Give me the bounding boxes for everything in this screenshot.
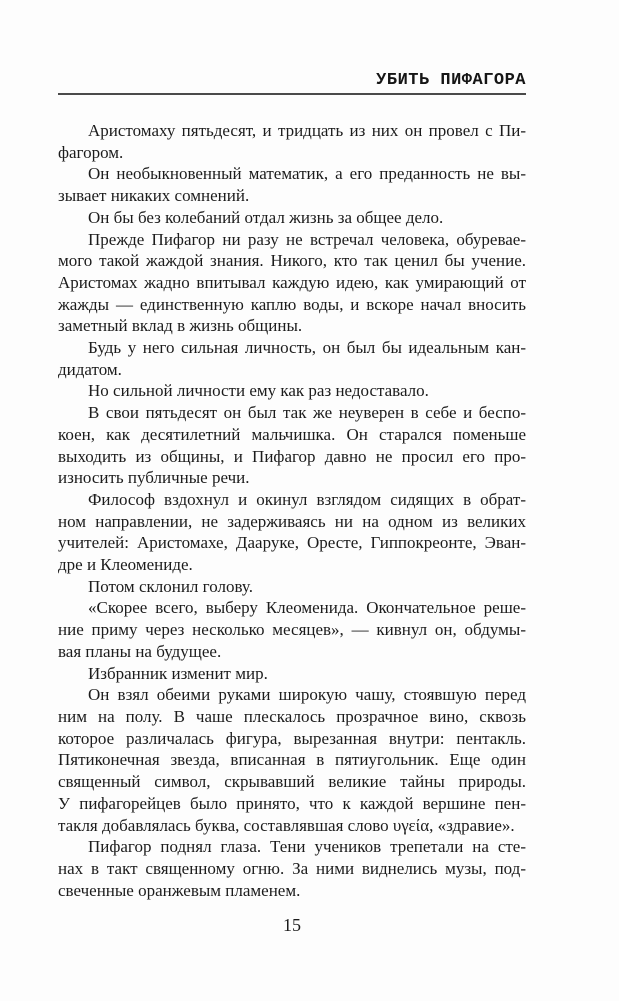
text-line: вая планы на будущее. [58, 641, 222, 661]
text-line: учителей: Аристомахе, Дааруке, Оресте, Гиппокреонте, Эван- [58, 533, 526, 553]
text-line: свеченные оранжевым пламенем. [58, 880, 301, 900]
running-title: УБИТЬ ПИФАГОРА [376, 71, 526, 90]
text-line: выходить из общины, и Пифагор давно не просил его про- [58, 446, 526, 466]
text-line: Пифагор поднял глаза. Тени учеников трепетали на сте- [88, 837, 526, 857]
text-line: такля добавлялась буква, составлявшая слово υγεία, «здравие». [58, 815, 515, 835]
text-line: зывает никаких сомнений. [58, 186, 250, 206]
text-line: дре и Клеомениде. [58, 555, 193, 575]
text-line: жажды — единственную каплю воды, и вскоре начал вносить [58, 294, 526, 314]
text-line: ним на полу. В чаше плескалось прозрачное вино, сквозь [58, 706, 526, 726]
text-line: Он необыкновенный математик, а его преданность не вы- [88, 164, 526, 184]
text-line: В свои пятьдесят он был так же неуверен в себе и беспо- [88, 403, 526, 423]
header-rule [58, 93, 526, 95]
text-line: износить публичные речи. [58, 468, 250, 488]
text-line: Прежде Пифагор ни разу не встречал человека, обуревае- [88, 229, 526, 249]
text-line: Он бы без колебаний отдал жизнь за общее дело. [88, 207, 444, 227]
text-line: дидатом. [58, 359, 122, 379]
text-line: Избранник изменит мир. [88, 663, 268, 683]
text-line: Аристомах жадно впитывал каждую идею, как умирающий от [58, 272, 526, 292]
text-line: Он взял обеими руками широкую чашу, стоявшую перед [88, 685, 526, 705]
text-line: Аристомаху пятьдесят, и тридцать из них он провел с Пи- [88, 121, 526, 140]
text-line: священный символ, скрывавший великие тайны природы. [58, 772, 526, 792]
text-line: У пифагорейцев было принято, что к каждой вершине пен- [58, 793, 526, 813]
text-line: ние приму через несколько месяцев», — кивнул он, обдумы- [58, 620, 526, 640]
text-line: Будь у него сильная личность, он был бы идеальным кан- [88, 338, 526, 358]
text-line: мого такой жаждой знания. Никого, кто так ценил бы учение. [58, 251, 526, 271]
text-line: ном направлении, не задерживаясь ни на одном из великих [58, 511, 526, 531]
text-line: Пятиконечная звезда, вписанная в пятиугольник. Еще один [58, 750, 526, 770]
text-line: «Скорее всего, выберу Клеоменида. Окончательное реше- [88, 598, 526, 618]
text-line: нах в такт священному огню. За ними виднелись музы, под- [58, 858, 526, 878]
text-line: которое различалась фигура, вырезанная внутри: пентакль. [58, 728, 526, 748]
text-line: Философ вздохнул и окинул взглядом сидящих в обрат- [88, 489, 526, 509]
text-line: Потом склонил голову. [88, 576, 253, 596]
text-line: коен, как десятилетний мальчишка. Он старался поменьше [58, 424, 526, 444]
page-number: 15 [283, 915, 301, 935]
page-body [58, 120, 526, 901]
text-line: Но сильной личности ему как раз недоставало. [88, 381, 429, 401]
text-line: фагором. [58, 142, 124, 162]
page-header [58, 71, 526, 95]
text-line: заметный вклад в жизнь общины. [58, 316, 303, 336]
